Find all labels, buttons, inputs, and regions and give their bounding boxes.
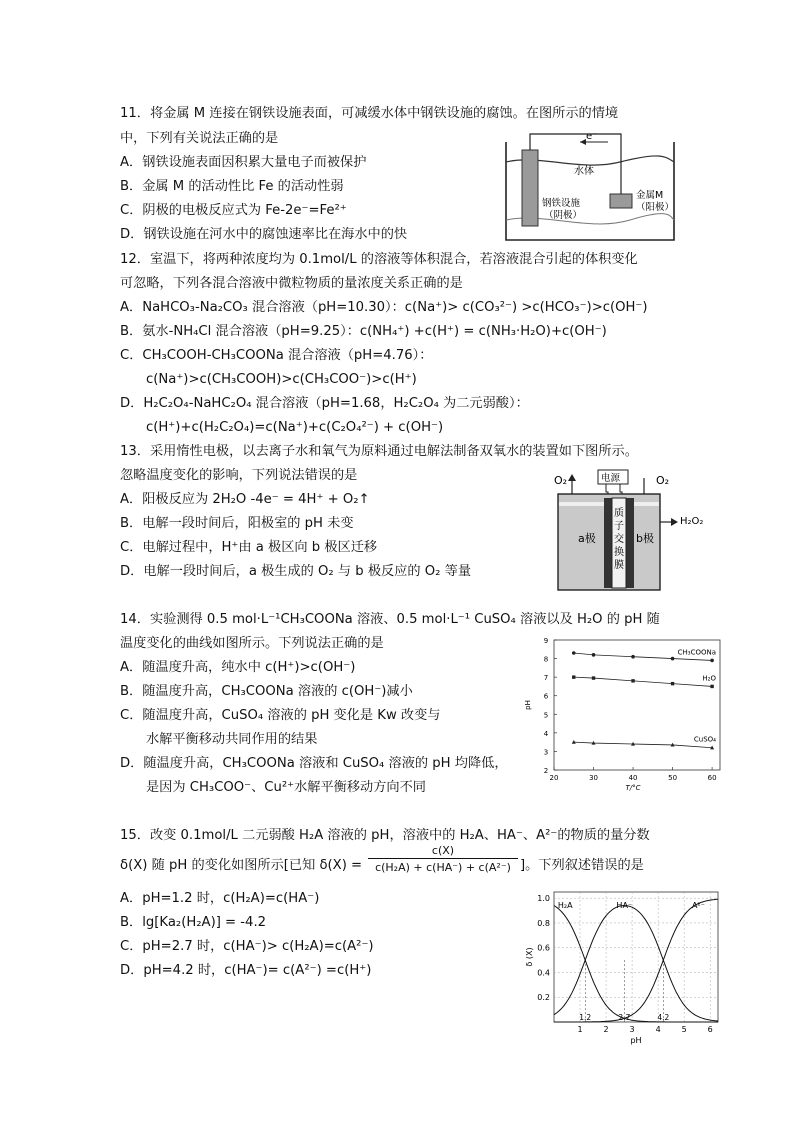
series-label: CuSO₄: [693, 735, 716, 744]
series-label: H₂A: [557, 901, 573, 911]
b-electrode-label: b极: [636, 532, 654, 545]
q15-fraction-denominator: c(H₂A) + c(HA⁻) + c(A²⁻): [375, 861, 511, 874]
x-tick-label: 20: [549, 774, 559, 782]
q13-electrolysis-diagram: [548, 464, 704, 594]
y-tick-label: 2: [543, 767, 549, 775]
y-tick-label: 0.4: [537, 968, 550, 978]
q13-stem-line1: 13．采用惰性电极，以去离子水和氧气为原料通过电解法制备双氧水的装置如下图所示。: [120, 444, 638, 459]
data-point: [572, 675, 575, 678]
marker-label: 1.2: [579, 1013, 592, 1022]
steel-facility-electrode: [522, 150, 538, 226]
q15-stem-line1: 15．改变 0.1mol/L 二元弱酸 H₂A 溶液的 pH，溶液中的 H₂A、HA⁻、A²⁻的物质的量分数: [120, 828, 650, 843]
membrane-char-5: 膜: [614, 560, 624, 571]
b-electrode: [626, 498, 634, 588]
metal-label-2: （阳极）: [636, 202, 675, 213]
membrane-char-2: 子: [614, 521, 624, 532]
marker-label: 2.7: [618, 1013, 631, 1022]
q15-stem-line2a: δ(X) 随 pH 的变化如图所示[已知 δ(X) =: [120, 858, 363, 873]
h2o2-arrow-head: [671, 518, 678, 526]
x-axis-label: T/°C: [625, 784, 641, 792]
q12-option-d-line2: c(H⁺)+c(H₂C₂O₄)=c(Na⁺)+c(C₂O₄²⁻) + c(OH⁻): [146, 420, 444, 435]
q11-stem-line1: 11．将金属 M 连接在钢铁设施表面，可减缓水体中钢铁设施的腐蚀。在图所示的情境: [120, 106, 619, 121]
q14-ph-temperature-chart: [520, 632, 730, 792]
q15-distribution-chart: [522, 886, 727, 1046]
o2-left-label: O₂: [554, 474, 568, 487]
q15-option-a: A．pH=1.2 时，c(H₂A)=c(HA⁻): [120, 891, 320, 906]
q14-option-d-line1: D．随温度升高，CH₃COONa 溶液和 CuSO₄ 溶液的 pH 均降低，: [120, 756, 508, 771]
membrane-char-1: 质: [614, 508, 624, 519]
q12-option-c-line1: C．CH₃COOH-CH₃COONa 混合溶液（pH=4.76）：: [120, 348, 433, 363]
y-tick-label: 5: [543, 711, 549, 720]
o2-left-arrow-head: [568, 474, 576, 481]
q14-option-c-line1: C．随温度升高，CuSO₄ 溶液的 pH 变化是 Kw 改变与: [120, 708, 441, 723]
y-tick-label: 3: [543, 748, 549, 757]
q11-stem-line2: 中，下列有关说法正确的是: [120, 131, 279, 146]
y-tick-label: 0.2: [537, 993, 550, 1003]
q14-stem-line2: 温度变化的曲线如图所示。下列说法正确的是: [120, 636, 384, 651]
marker-label: 4.2: [657, 1013, 670, 1022]
x-tick-label: 50: [668, 774, 678, 782]
electron-label: e⁻: [586, 131, 598, 142]
q11-option-d: D．钢铁设施在河水中的腐蚀速率比在海水中的快: [120, 227, 408, 242]
series-label: CH₃COONa: [677, 648, 716, 657]
series-label: A²⁻: [691, 901, 705, 911]
membrane-char-4: 换: [614, 547, 624, 558]
y-tick-label: 6: [543, 692, 549, 701]
q14-option-c-line2: 水解平衡移动共同作用的结果: [146, 732, 318, 747]
q13-option-b: B．电解一段时间后，阳极室的 pH 未变: [120, 516, 354, 531]
q14-option-a: A．随温度升高，纯水中 c(H⁺)>c(OH⁻): [120, 660, 356, 675]
data-point: [592, 676, 595, 679]
h2o2-label: H₂O₂: [680, 516, 704, 527]
x-tick-label: 40: [628, 774, 638, 782]
data-point: [631, 655, 635, 659]
q14-option-b: B．随温度升高，CH₃COONa 溶液的 c(OH⁻)减小: [120, 684, 413, 699]
q15-stem-line2b: ]。下列叙述错误的是: [520, 858, 644, 873]
q13-option-a: A．阳极反应为 2H₂O -4e⁻ = 4H⁺ + O₂↑: [120, 492, 370, 507]
q13-option-c: C．电解过程中，H⁺由 a 极区向 b 极区迁移: [120, 540, 378, 555]
x-axis-label: pH: [630, 1036, 642, 1045]
q13-stem-line2: 忽略温度变化的影响，下列说法错误的是: [120, 468, 358, 483]
data-point: [671, 682, 674, 685]
y-axis-label: δ (X): [525, 947, 534, 967]
data-point: [710, 659, 714, 663]
series-line: [554, 899, 718, 1022]
steel-label-1: 钢铁设施: [542, 198, 581, 209]
a-electrode-label: a极: [578, 532, 596, 545]
a-electrode: [604, 498, 612, 588]
q12-option-b: B．氨水-NH₄Cl 混合溶液（pH=9.25）：c(NH₄⁺) +c(H⁺) = c(NH₃·H₂O)+c(OH⁻): [120, 324, 607, 339]
q11-option-b: B．金属 M 的活动性比 Fe 的活动性弱: [120, 179, 344, 194]
data-point: [572, 651, 576, 655]
x-tick-label: 30: [589, 774, 598, 782]
data-point: [631, 679, 634, 682]
q15-option-c: C．pH=2.7 时，c(HA⁻)> c(H₂A)=c(A²⁻): [120, 939, 374, 954]
x-tick-label: 6: [707, 1025, 713, 1034]
series-label: H₂O: [702, 674, 716, 683]
water-label: 水体: [574, 166, 594, 177]
q11-option-a: A．钢铁设施表面因积累大量电子而被保护: [120, 155, 367, 170]
q14-stem-line1: 14．实验测得 0.5 mol·L⁻¹CH₃COONa 溶液、0.5 mol·L⁻¹ CuSO₄ 溶液以及 H₂O 的 pH 随: [120, 612, 660, 627]
plot-frame: [554, 892, 718, 1022]
o2-right-label: O₂: [656, 474, 670, 487]
power-label: 电源: [601, 473, 621, 484]
q12-stem-line2: 可忽略，下列各混合溶液中微粒物质的量浓度关系正确的是: [120, 276, 463, 291]
membrane-char-3: 交: [614, 534, 624, 545]
data-point: [710, 685, 713, 688]
steel-label-2: （阴极）: [544, 210, 583, 221]
q12-option-c-line2: c(Na⁺)>c(CH₃COOH)>c(CH₃COO⁻)>c(H⁺): [146, 372, 417, 387]
q15-fraction-numerator: c(X): [368, 844, 518, 859]
q12-stem-line1: 12．室温下，将两种浓度均为 0.1mol/L 的溶液等体积混合，若溶液混合引起的体积变化: [120, 252, 638, 267]
series-label: HA⁻: [616, 901, 633, 911]
y-tick-label: 9: [543, 637, 549, 645]
x-tick-label: 2: [603, 1025, 609, 1034]
metal-m-electrode: [610, 194, 632, 208]
x-tick-label: 1: [577, 1025, 583, 1034]
y-axis-label: pH: [524, 700, 532, 710]
x-tick-label: 5: [681, 1025, 687, 1034]
x-tick-label: 60: [707, 774, 717, 782]
y-tick-label: 0.6: [537, 943, 550, 953]
q11-option-c: C．阴极的电极反应式为 Fe-2e⁻=Fe²⁺: [120, 203, 347, 218]
y-tick-label: 4: [543, 729, 549, 738]
data-point: [592, 653, 596, 657]
q12-option-d-line1: D．H₂C₂O₄-NaHC₂O₄ 混合溶液（pH=1.68，H₂C₂O₄ 为二元弱酸）：: [120, 396, 529, 411]
x-tick-label: 4: [655, 1025, 661, 1034]
q14-option-d-line2: 是因为 CH₃COO⁻、Cu²⁺水解平衡移动方向不同: [146, 780, 426, 795]
metal-label-1: 金属M: [636, 190, 664, 201]
y-tick-label: 1.0: [537, 894, 550, 904]
q15-option-d: D．pH=4.2 时，c(HA⁻)= c(A²⁻) =c(H⁺): [120, 963, 372, 978]
q15-option-b: B．lg[Ka₂(H₂A)] = -4.2: [120, 915, 267, 930]
y-tick-label: 8: [543, 655, 549, 664]
y-tick-label: 7: [543, 674, 549, 683]
q12-option-a: A．NaHCO₃-Na₂CO₃ 混合溶液（pH=10.30）：c(Na⁺)> c(CO₃²⁻) >c(HCO₃⁻)>c(OH⁻): [120, 300, 648, 315]
q13-option-d: D．电解一段时间后，a 极生成的 O₂ 与 b 极反应的 O₂ 等量: [120, 564, 472, 579]
data-point: [671, 657, 675, 661]
q11-corrosion-diagram: [500, 128, 680, 246]
y-tick-label: 0.8: [537, 918, 550, 928]
x-tick-label: 3: [629, 1025, 635, 1034]
